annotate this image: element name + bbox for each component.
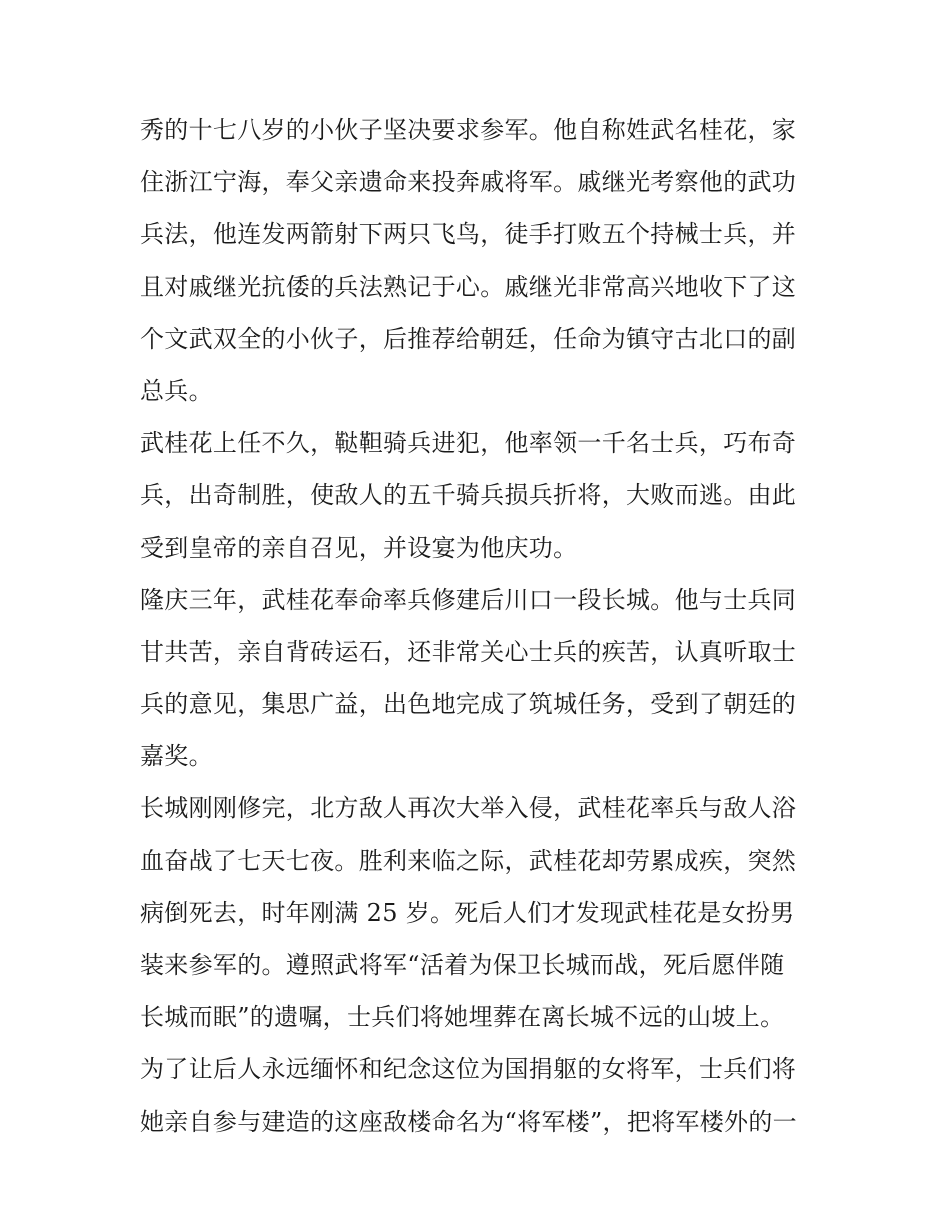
text-line: 嘉奖。 bbox=[140, 742, 213, 771]
text-line: 住浙江宁海，奉父亲遗命来投奔戚将军。戚继光考察他的武功 bbox=[140, 168, 797, 197]
text-line: 秀的十七八岁的小伙子坚决要求参军。他自称姓武名桂花，家 bbox=[140, 116, 797, 144]
text-line: 为了让后人永远缅怀和纪念这位为国捐躯的女将军，士兵们将 bbox=[140, 1055, 797, 1084]
text-line: 她亲自参与建造的这座敌楼命名为“将军楼”，把将军楼外的一 bbox=[140, 1107, 797, 1136]
text-line: 兵的意见，集思广益，出色地完成了筑城任务，受到了朝廷的 bbox=[140, 690, 797, 719]
text-line: 且对戚继光抗倭的兵法熟记于心。戚继光非常高兴地收下了这 bbox=[140, 272, 797, 301]
text-line: 武桂花上任不久，鞑靼骑兵进犯，他率领一千名士兵，巧布奇 bbox=[140, 429, 797, 458]
text-line: 甘共苦，亲自背砖运石，还非常关心士兵的疾苦，认真听取士 bbox=[140, 637, 797, 666]
text-line: 血奋战了七天七夜。胜利来临之际，武桂花却劳累成疾，突然 bbox=[140, 846, 797, 875]
text-line: 兵，出奇制胜，使敌人的五千骑兵损兵折将，大败而逃。由此 bbox=[140, 481, 797, 510]
text-line: 受到皇帝的亲自召见，并设宴为他庆功。 bbox=[140, 533, 578, 562]
text-line: 总兵。 bbox=[140, 376, 213, 405]
text-line: 个文武双全的小伙子，后推荐给朝廷，任命为镇守古北口的副 bbox=[140, 324, 797, 353]
text-line: 病倒死去，时年刚满 25 岁。死后人们才发现武桂花是女扮男 bbox=[140, 898, 795, 927]
body-text bbox=[140, 104, 820, 1148]
text-line: 长城刚刚修完，北方敌人再次大举入侵，武桂花率兵与敌人浴 bbox=[140, 794, 797, 823]
text-line: 装来参军的。遵照武将军“活着为保卫长城而战，死后愿伴随 bbox=[140, 951, 785, 979]
text-line: 长城而眠”的遗嘱，士兵们将她埋葬在离长城不远的山坡上。 bbox=[140, 1003, 785, 1032]
text-line: 隆庆三年，武桂花奉命率兵修建后川口一段长城。他与士兵同 bbox=[140, 585, 797, 614]
text-line: 兵法，他连发两箭射下两只飞鸟，徒手打败五个持械士兵，并 bbox=[140, 220, 797, 249]
